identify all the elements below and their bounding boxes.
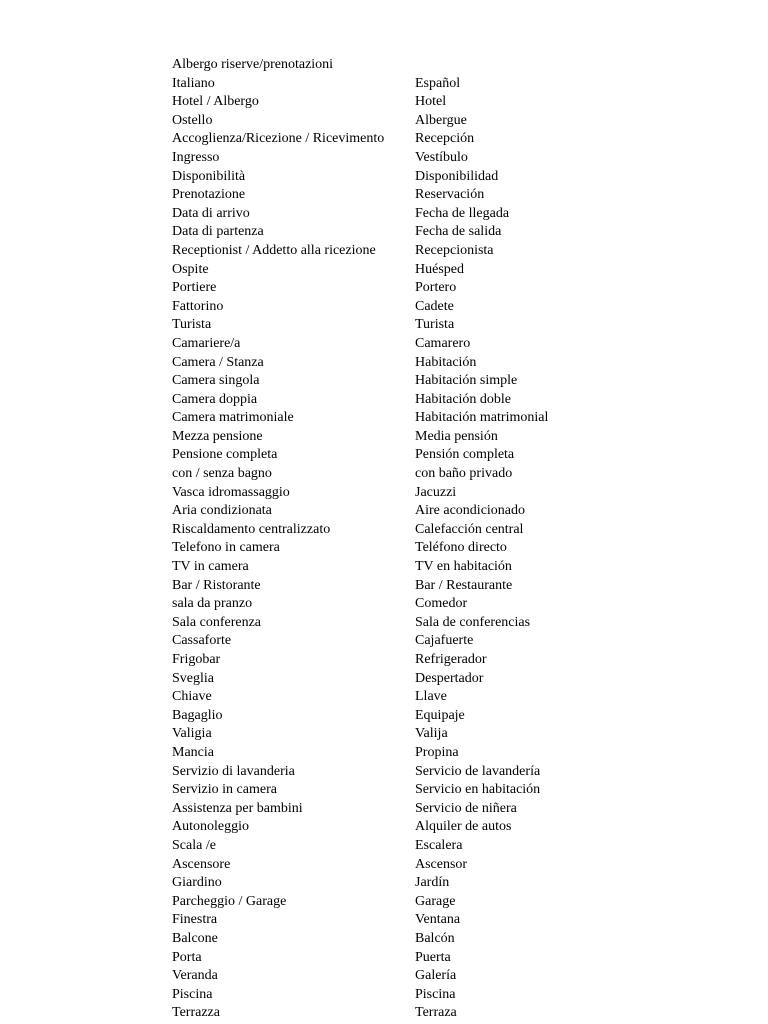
italian-term: Camariere/a [172, 335, 241, 351]
italian-term: Ospite [172, 261, 209, 277]
spanish-term: Albergue [415, 112, 467, 128]
italian-term: Camera matrimoniale [172, 410, 294, 426]
italian-term: Valigia [172, 726, 212, 742]
italian-term: Finestra [172, 912, 218, 928]
vocabulary-row [172, 744, 732, 763]
vocabulary-row [172, 595, 732, 614]
vocabulary-row [172, 93, 732, 112]
italian-term: Hotel / Albergo [172, 94, 259, 110]
vocabulary-row [172, 242, 732, 261]
vocabulary-row [172, 335, 732, 354]
spanish-term: Jardín [415, 875, 450, 891]
italian-term: Aria condizionata [172, 503, 272, 519]
italian-term: Vasca idromassaggio [172, 484, 290, 500]
italian-term: Autonoleggio [172, 819, 249, 835]
spanish-term: Recepcionista [415, 242, 494, 258]
spanish-term: Equipaje [415, 707, 465, 723]
spanish-term: Comedor [415, 596, 468, 612]
vocabulary-row [172, 632, 732, 651]
italian-term: Turista [172, 317, 212, 333]
spanish-term: Galería [415, 968, 457, 984]
vocabulary-row [172, 707, 732, 726]
spanish-term: Balcón [415, 930, 455, 946]
spanish-term: Huésped [415, 261, 464, 277]
spanish-term: Escalera [415, 837, 463, 853]
header-spanish: Español [415, 75, 461, 91]
vocabulary-row [172, 446, 732, 465]
vocabulary-page [172, 56, 732, 1023]
vocabulary-row [172, 763, 732, 782]
spanish-term: Aire acondicionado [415, 503, 526, 519]
vocabulary-row [172, 409, 732, 428]
italian-term: Ingresso [172, 149, 220, 165]
italian-term: Parcheggio / Garage [172, 893, 287, 909]
vocabulary-row [172, 688, 732, 707]
vocabulary-row [172, 205, 732, 224]
spanish-term: Media pensión [415, 428, 498, 444]
spanish-term: Garage [415, 893, 456, 909]
vocabulary-row [172, 651, 732, 670]
italian-term: Camera singola [172, 373, 260, 389]
spanish-term: Propina [415, 744, 459, 760]
header-row [172, 75, 732, 94]
italian-term: Cassaforte [172, 633, 232, 649]
italian-term: Receptionist / Addetto alla ricezione [172, 242, 376, 258]
italian-term: Fattorino [172, 298, 224, 314]
vocabulary-list [172, 93, 732, 1023]
italian-term: Mancia [172, 744, 214, 760]
italian-term: Ostello [172, 112, 213, 128]
italian-term: Data di partenza [172, 224, 264, 240]
italian-term: Ascensore [172, 856, 231, 872]
spanish-term: Puerta [415, 949, 451, 965]
italian-term: sala da pranzo [172, 596, 253, 612]
spanish-term: Habitación [415, 354, 477, 370]
italian-term: Sveglia [172, 670, 214, 686]
italian-term: Camera / Stanza [172, 354, 264, 370]
spanish-term: Cadete [415, 298, 454, 314]
spanish-term: Turista [415, 317, 455, 333]
italian-term: Data di arrivo [172, 205, 250, 221]
italian-term: Assistenza per bambini [172, 800, 303, 816]
italian-term: Mezza pensione [172, 428, 263, 444]
italian-term: Servizio in camera [172, 782, 277, 798]
spanish-term: Terraza [415, 1005, 457, 1021]
vocabulary-row [172, 539, 732, 558]
vocabulary-row [172, 800, 732, 819]
spanish-term: Pensión completa [415, 447, 515, 463]
vocabulary-row [172, 911, 732, 930]
italian-term: TV in camera [172, 559, 249, 575]
spanish-term: Reservación [415, 187, 485, 203]
italian-term: Sala conferenza [172, 614, 261, 630]
spanish-term: Disponibilidad [415, 168, 499, 184]
spanish-term: Portero [415, 280, 457, 296]
italian-term: Giardino [172, 875, 222, 891]
vocabulary-row [172, 558, 732, 577]
spanish-term: Recepción [415, 131, 475, 147]
italian-term: Servizio di lavanderia [172, 763, 295, 779]
vocabulary-row [172, 484, 732, 503]
spanish-term: Piscina [415, 986, 456, 1002]
vocabulary-row [172, 986, 732, 1005]
spanish-term: Bar / Restaurante [415, 577, 513, 593]
page-title: Albergo riserve/prenotazioni [172, 57, 334, 72]
vocabulary-row [172, 967, 732, 986]
spanish-term: Servicio de niñera [415, 800, 517, 816]
vocabulary-row [172, 781, 732, 800]
italian-term: Disponibilità [172, 168, 246, 184]
spanish-term: Servicio de lavandería [415, 763, 541, 779]
spanish-term: Habitación doble [415, 391, 512, 407]
vocabulary-row [172, 949, 732, 968]
vocabulary-row [172, 223, 732, 242]
vocabulary-row [172, 186, 732, 205]
spanish-term: Calefacción central [415, 521, 524, 537]
italian-term: Bar / Ristorante [172, 577, 261, 593]
vocabulary-row [172, 261, 732, 280]
spanish-term: Sala de conferencias [415, 614, 531, 630]
vocabulary-row [172, 1004, 732, 1023]
italian-term: Balcone [172, 930, 218, 946]
spanish-term: Servicio en habitación [415, 782, 541, 798]
vocabulary-row [172, 856, 732, 875]
italian-term: Chiave [172, 689, 212, 705]
vocabulary-row [172, 168, 732, 187]
spanish-term: Teléfono directo [415, 540, 507, 556]
vocabulary-row [172, 279, 732, 298]
vocabulary-row [172, 391, 732, 410]
vocabulary-row [172, 837, 732, 856]
italian-term: Bagaglio [172, 707, 223, 723]
italian-term: Piscina [172, 986, 213, 1002]
spanish-term: Camarero [415, 335, 471, 351]
italian-term: Accoglienza/Ricezione / Ricevimento [172, 131, 385, 147]
vocabulary-row [172, 818, 732, 837]
vocabulary-row [172, 502, 732, 521]
spanish-term: Alquiler de autos [415, 819, 512, 835]
spanish-term: Habitación simple [415, 373, 518, 389]
vocabulary-row [172, 372, 732, 391]
italian-term: Veranda [172, 968, 218, 984]
header-italian: Italiano [172, 75, 215, 91]
italian-term: Frigobar [172, 652, 221, 667]
spanish-term: con baño privado [415, 466, 513, 482]
vocabulary-row [172, 930, 732, 949]
spanish-term: Fecha de salida [415, 224, 502, 240]
spanish-term: Despertador [415, 670, 484, 686]
vocabulary-row [172, 614, 732, 633]
vocabulary-row [172, 316, 732, 335]
spanish-term: Hotel [415, 94, 447, 110]
italian-term: Prenotazione [172, 187, 246, 203]
vocabulary-row [172, 725, 732, 744]
spanish-term: Cajafuerte [415, 633, 474, 649]
vocabulary-row [172, 112, 732, 131]
italian-term: Porta [172, 949, 202, 965]
spanish-term: Habitación matrimonial [415, 410, 549, 426]
italian-term: Telefono in camera [172, 540, 280, 556]
italian-term: Riscaldamento centralizzato [172, 521, 331, 537]
vocabulary-row [172, 893, 732, 912]
vocabulary-row [172, 298, 732, 317]
spanish-term: Ascensor [415, 856, 468, 872]
vocabulary-row [172, 428, 732, 447]
spanish-term: Vestíbulo [415, 149, 468, 165]
vocabulary-row [172, 130, 732, 149]
vocabulary-row [172, 354, 732, 373]
vocabulary-row [172, 577, 732, 596]
spanish-term: TV en habitación [415, 559, 512, 575]
italian-term: Pensione completa [172, 447, 278, 463]
vocabulary-row [172, 149, 732, 168]
vocabulary-row [172, 874, 732, 893]
vocabulary-row [172, 521, 732, 540]
spanish-term: Llave [415, 689, 447, 705]
spanish-term: Refrigerador [415, 652, 487, 667]
italian-term: con / senza bagno [172, 466, 272, 482]
italian-term: Camera doppia [172, 391, 258, 407]
spanish-term: Valija [415, 726, 448, 742]
spanish-term: Fecha de llegada [415, 205, 510, 221]
vocabulary-row [172, 670, 732, 689]
vocabulary-row [172, 465, 732, 484]
spanish-term: Jacuzzi [415, 484, 457, 500]
italian-term: Terrazza [172, 1005, 220, 1021]
italian-term: Portiere [172, 280, 217, 296]
italian-term: Scala /e [172, 837, 216, 853]
spanish-term: Ventana [415, 912, 461, 928]
